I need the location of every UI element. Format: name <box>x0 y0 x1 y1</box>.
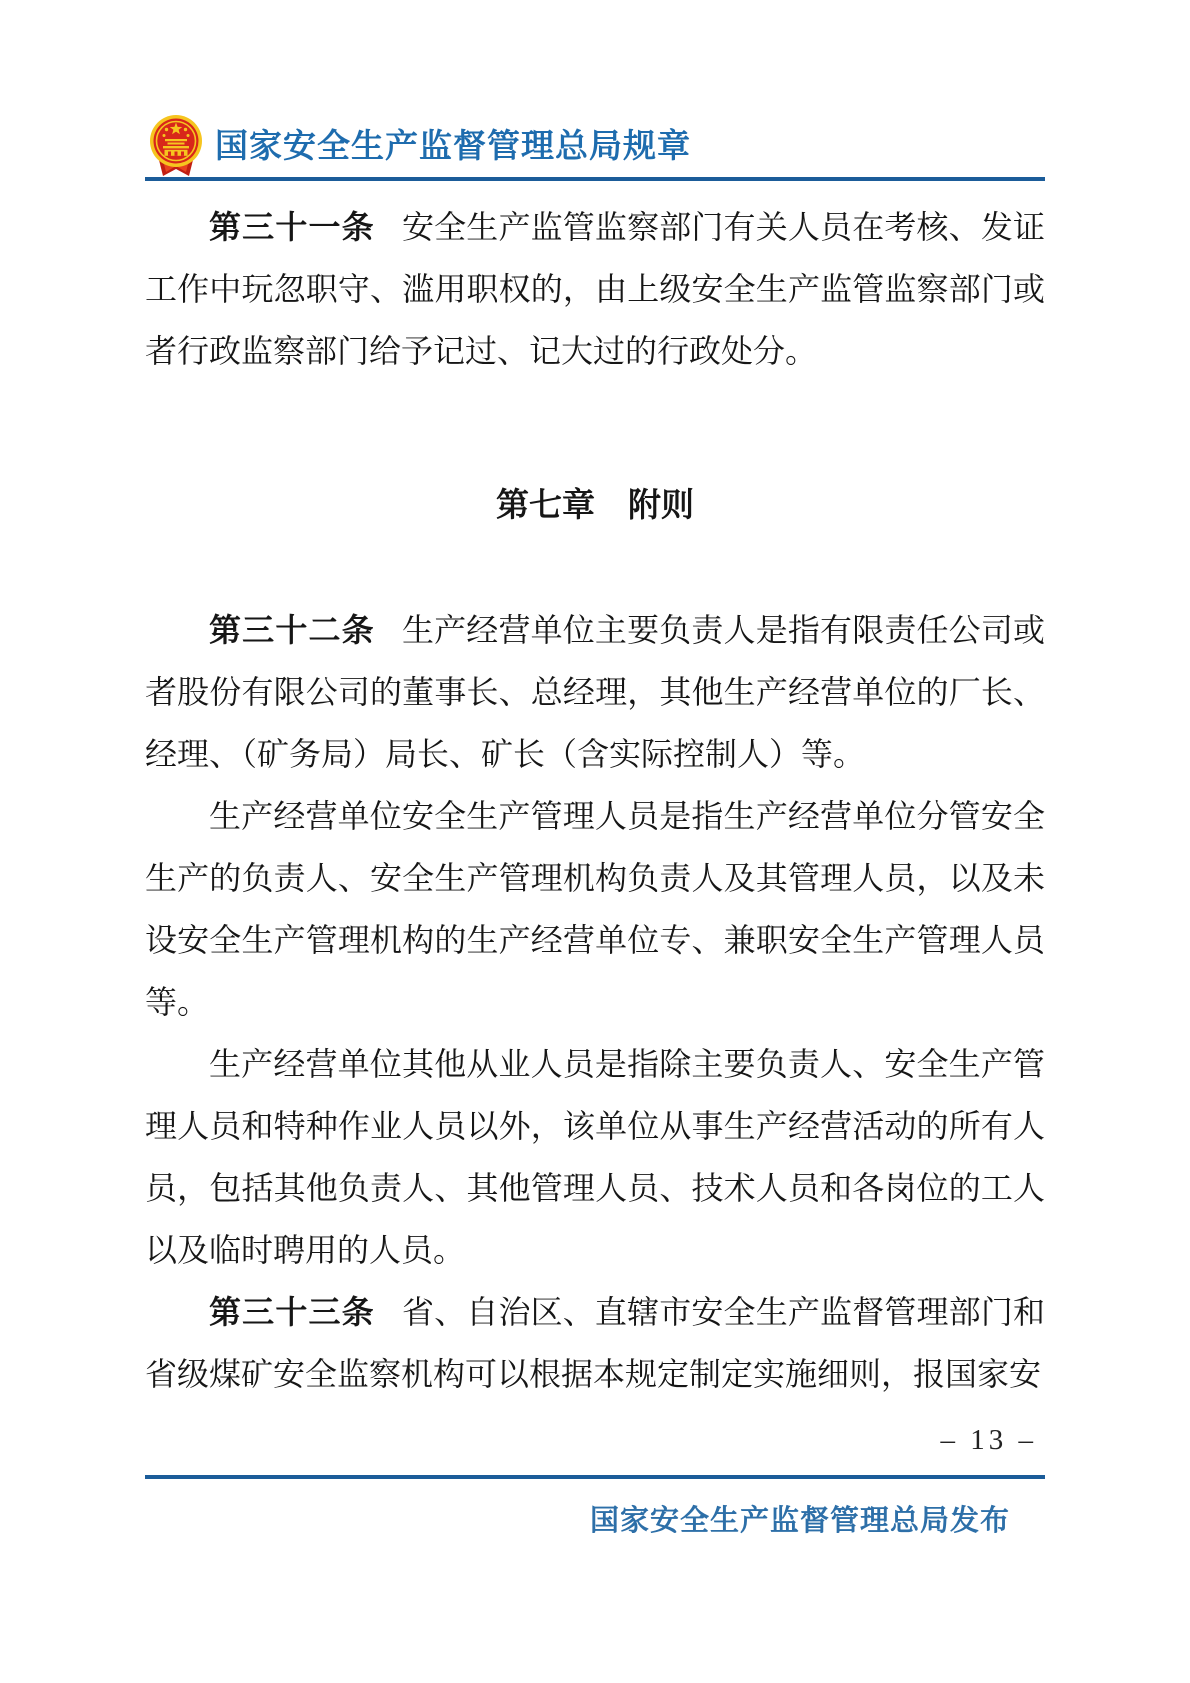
article-33-number: 第三十三条 <box>209 1294 375 1330</box>
article-31-text: 安全生产监管监察部门有关人员在考核、发证工作中玩忽职守、滥用职权的，由上级安全生产监管监察部门或者行政监察部门给予记过、记大过的行政处分。 <box>145 209 1045 369</box>
article-32-paragraph <box>145 599 1045 785</box>
page-header <box>147 112 1047 174</box>
article-32-number: 第三十二条 <box>209 612 375 648</box>
article-31-number: 第三十一条 <box>209 209 375 245</box>
page-number: – 13 – <box>940 1424 1037 1456</box>
document-body <box>145 196 1045 1405</box>
footer-publisher: 国家安全生产监督管理总局发布 <box>589 1505 1010 1537</box>
article-31-paragraph <box>145 196 1045 382</box>
footer-divider-rule <box>145 1475 1045 1479</box>
chapter-7-heading: 第七章 附则 <box>496 486 694 523</box>
article-33-paragraph <box>145 1281 1045 1405</box>
page-title: 国家安全生产监督管理总局规章 <box>215 126 691 164</box>
article-33-text: 省、自治区、直辖市安全生产监督管理部门和省级煤矿安全监察机构可以根据本规定制定实施细则，报国家安 <box>145 1294 1045 1392</box>
definition-paragraph-other-staff: 生产经营单位其他从业人员是指除主要负责人、安全生产管理人员和特种作业人员以外，该单位从事生产经营活动的所有人员，包括其他负责人、其他管理人员、技术人员和各岗位的工人以及临时聘用的人员。 <box>145 1046 1045 1268</box>
header-divider-rule <box>145 177 1045 181</box>
article-32-text: 生产经营单位主要负责人是指有限责任公司或者股份有限公司的董事长、总经理，其他生产经营单位的厂长、经理、（矿务局）局长、矿长（含实际控制人）等。 <box>145 612 1045 772</box>
china-national-emblem-icon <box>147 114 205 178</box>
definition-paragraph-managers: 生产经营单位安全生产管理人员是指生产经营单位分管安全生产的负责人、安全生产管理机构负责人及其管理人员，以及未设安全生产管理机构的生产经营单位专、兼职安全生产管理人员等。 <box>145 798 1045 1020</box>
